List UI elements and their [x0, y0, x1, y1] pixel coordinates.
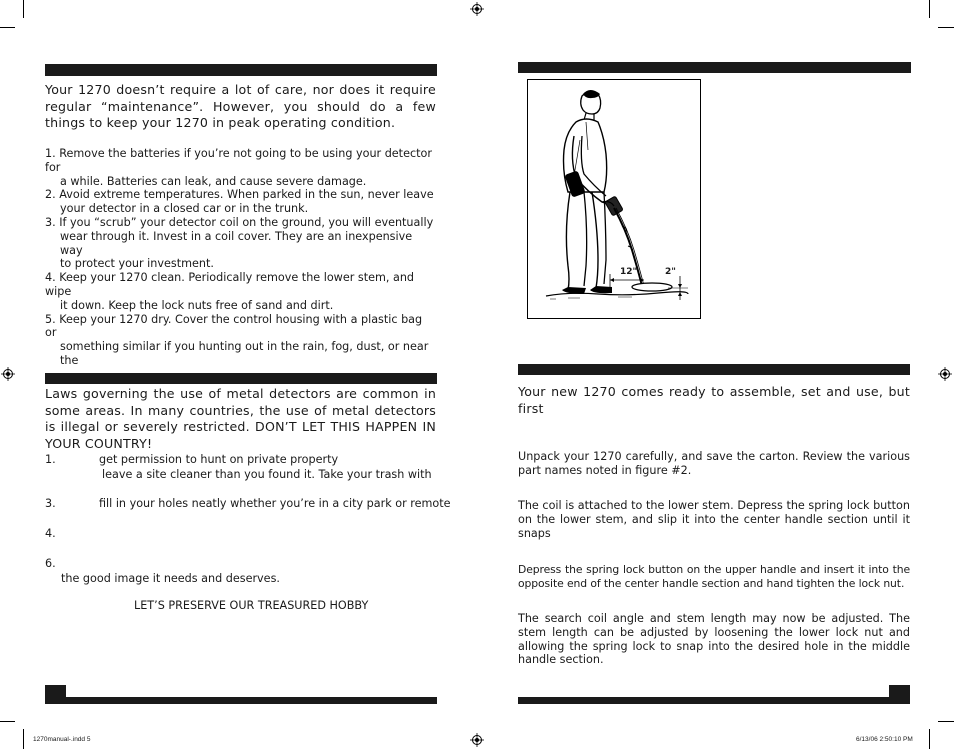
laws-item-number: 4. [45, 527, 56, 540]
registration-mark-icon [938, 367, 952, 381]
registration-mark-icon [470, 733, 484, 747]
crop-mark [23, 0, 24, 18]
crop-mark [938, 721, 954, 722]
laws-item-text: get permission to hunt on private property [99, 453, 339, 466]
list-item: 5. Keep your 1270 dry. Cover the control housing with a plastic bag or something similar if you hunting out in the rain, fog, dust, or near the [45, 312, 429, 367]
slug-timestamp: 6/13/06 2:50:10 PM [856, 736, 913, 743]
detector-user-illustration [528, 80, 700, 318]
crop-mark [938, 27, 954, 28]
care-list [45, 147, 437, 368]
slug-filename: 1270manual-.indd 5 [33, 736, 91, 743]
page-number-tab [45, 685, 66, 704]
registration-mark-icon [470, 2, 484, 16]
laws-item-text: leave a site cleaner than you found it. Take your trash with [102, 468, 432, 481]
crop-mark [929, 0, 930, 18]
dimension-label-stem: 12" [620, 267, 638, 277]
crop-mark [0, 721, 15, 722]
laws-item-number: 3. [45, 497, 56, 510]
crop-mark [23, 729, 24, 749]
figure-box [527, 79, 701, 319]
dimension-label-height: 2" [665, 267, 676, 277]
laws-item-text: the good image it needs and deserves. [61, 572, 280, 585]
crop-mark [0, 27, 15, 28]
registration-mark-icon [1, 367, 15, 381]
laws-item-number: 6. [45, 557, 56, 570]
list-item: 4. Keep your 1270 clean. Periodically remove the lower stem, and wipe it down. Keep the lock nuts free of sand and dirt. [45, 271, 415, 312]
assembly-step-adjust: The search coil angle and stem length may now be adjusted. The stem length can be adjusted by loosening the lower lock nut and allowing the spring lock to snap into the desired hole in the middle handle section. [518, 612, 910, 667]
crop-mark [929, 729, 930, 749]
care-intro: Your 1270 doesn’t require a lot of care, nor does it require regular “maintenance”. However, you should do a few things to keep your 1270 in peak operating condition. [45, 82, 436, 130]
laws-closing: LET’S PRESERVE OUR TREASURED HOBBY [134, 599, 369, 612]
assembly-step-handle: Depress the spring lock button on the upper handle and insert it into the opposite end of the center handle section and hand tighten the lock nut. [518, 563, 910, 590]
list-item: 3. If you “scrub” your detector coil on the ground, you will eventually wear through it. Invest in a coil cover. They are an inexpensive way to protect your investment. [45, 215, 434, 271]
assembly-step-unpack: Unpack your 1270 carefully, and save the carton. Review the various part names noted in figure #2. [518, 450, 910, 477]
section-header-bar [45, 373, 437, 384]
page-footer-bar [518, 697, 910, 704]
assembly-intro: Your new 1270 comes ready to assemble, set and use, but first [518, 384, 910, 416]
page-number-tab [889, 685, 910, 704]
list-item: 2. Avoid extreme temperatures. When parked in the sun, never leave your detector in a closed car or in the trunk. [45, 188, 434, 216]
list-item: 1. Remove the batteries if you’re not going to be using your detector for a while. Batteries can leak, and cause severe damage. [45, 147, 432, 188]
laws-item-text: fill in your holes neatly whether you’re in a city park or remote [99, 497, 451, 510]
laws-item-number: 1. [45, 453, 56, 466]
section-header-bar [518, 364, 910, 375]
page-footer-bar [45, 697, 437, 704]
section-header-bar [45, 64, 437, 76]
laws-intro: Laws governing the use of metal detectors are common in some areas. In many countries, the use of metal detectors is illegal or severely restricted. DON’T LET THIS HAPPEN IN YOUR COUNTRY! [45, 386, 436, 451]
section-header-bar [518, 62, 911, 73]
assembly-step-coil: The coil is attached to the lower stem. Depress the spring lock button on the lower stem, and slip it into the center handle section until it snaps [518, 499, 910, 540]
